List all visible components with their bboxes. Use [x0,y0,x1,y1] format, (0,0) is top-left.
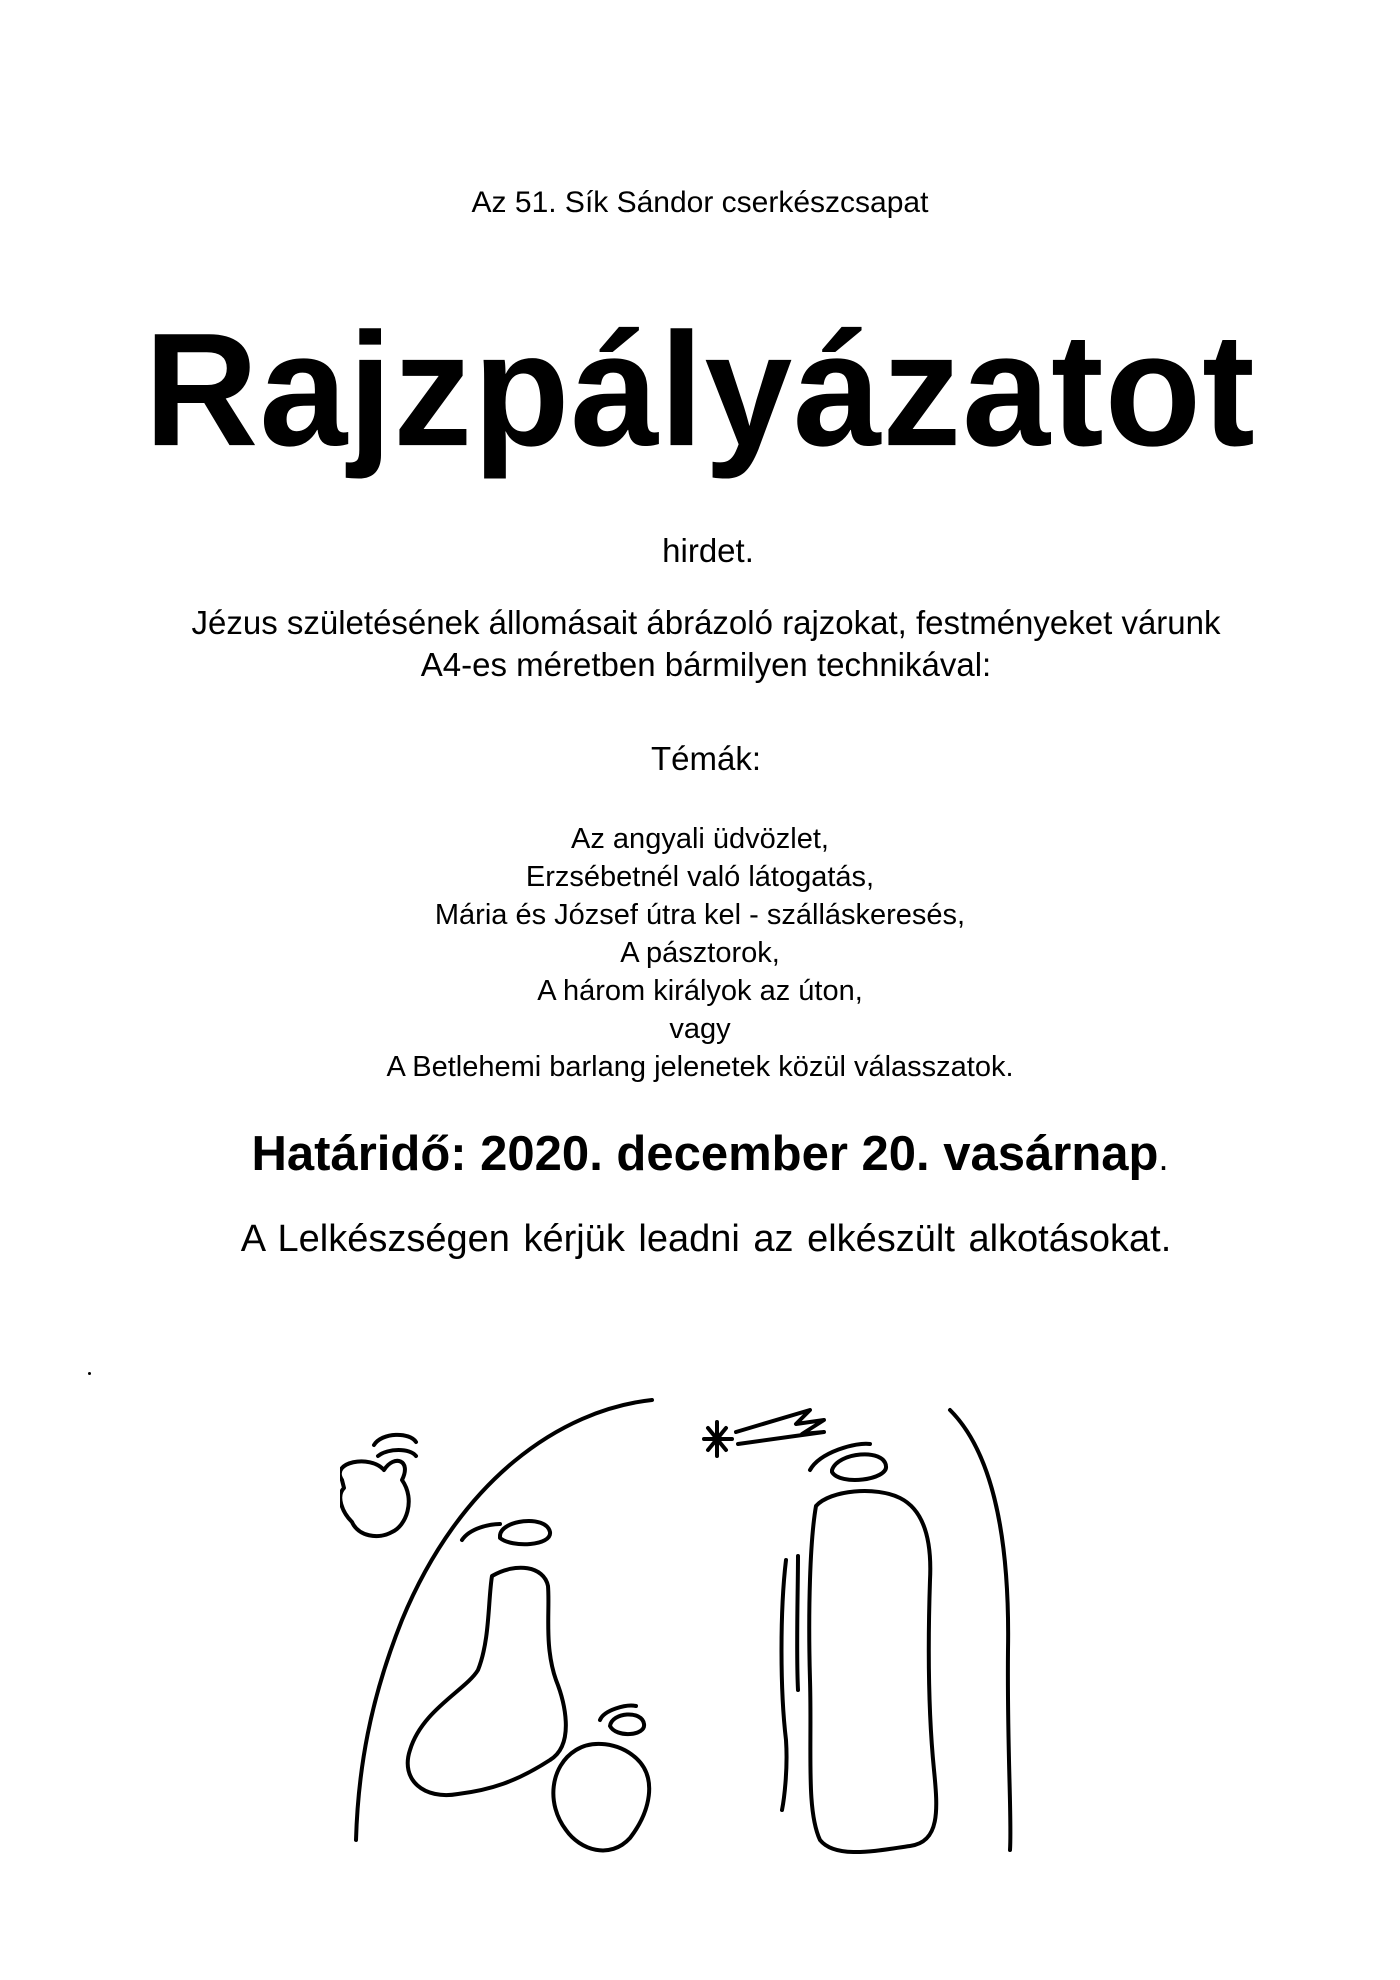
joseph-halo-line [810,1444,870,1470]
star-tail [736,1410,824,1444]
topic-item: Erzsébetnél való látogatás, [525,861,875,893]
nativity-sketch-illustration [340,1390,1040,1860]
organizer-line: Az 51. Sík Sándor cserkészcsapat [471,186,929,219]
angel-halo-inner [378,1450,416,1456]
joseph-staff-inner [797,1556,798,1690]
topic-item: A Betlehemi barlang jelenetek közül válasszatok. [386,1051,1014,1083]
mary-halo [500,1521,550,1544]
cave-arc-left [356,1400,652,1840]
joseph-halo [832,1454,886,1480]
child-halo [610,1714,644,1734]
stray-dot-mark [88,1372,91,1375]
announce-verb: hirdet. [662,532,754,569]
child-figure [553,1744,649,1851]
mary-halo-line [462,1524,500,1540]
intro-line-2: A4-es méretben bármilyen technikával: [420,646,992,683]
angel-figure [340,1461,409,1536]
poster-title: Rajzpályázatot [144,300,1256,480]
deadline-text: Határidő: 2020. december 20. vasárnap [251,1127,1159,1181]
joseph-figure [809,1491,936,1852]
topics-list [0,820,1400,1086]
joseph-staff [782,1560,787,1810]
deadline-line [10,1126,1400,1182]
intro-text [6,602,1400,686]
angel-halo [374,1435,416,1445]
topic-item: A három királyok az úton, [537,975,863,1007]
mary-figure [408,1568,566,1795]
intro-line-1: Jézus születésének állomásait ábrázoló rajzokat, festményeket várunk [191,604,1221,641]
dropoff-instructions: A Lelkészségen kérjük leadni az elkészült alkotásokat. [240,1218,1172,1260]
cave-arc-right [950,1410,1010,1850]
deadline-period: . [1158,1137,1169,1178]
topic-item: vagy [669,1013,731,1045]
topic-item: Az angyali üdvözlet, [571,823,829,855]
topics-heading: Témák: [650,740,762,777]
star-burst [704,1422,732,1456]
topic-item: A pásztorok, [620,937,780,969]
topic-item: Mária és József útra kel - szálláskeresés, [434,899,966,931]
